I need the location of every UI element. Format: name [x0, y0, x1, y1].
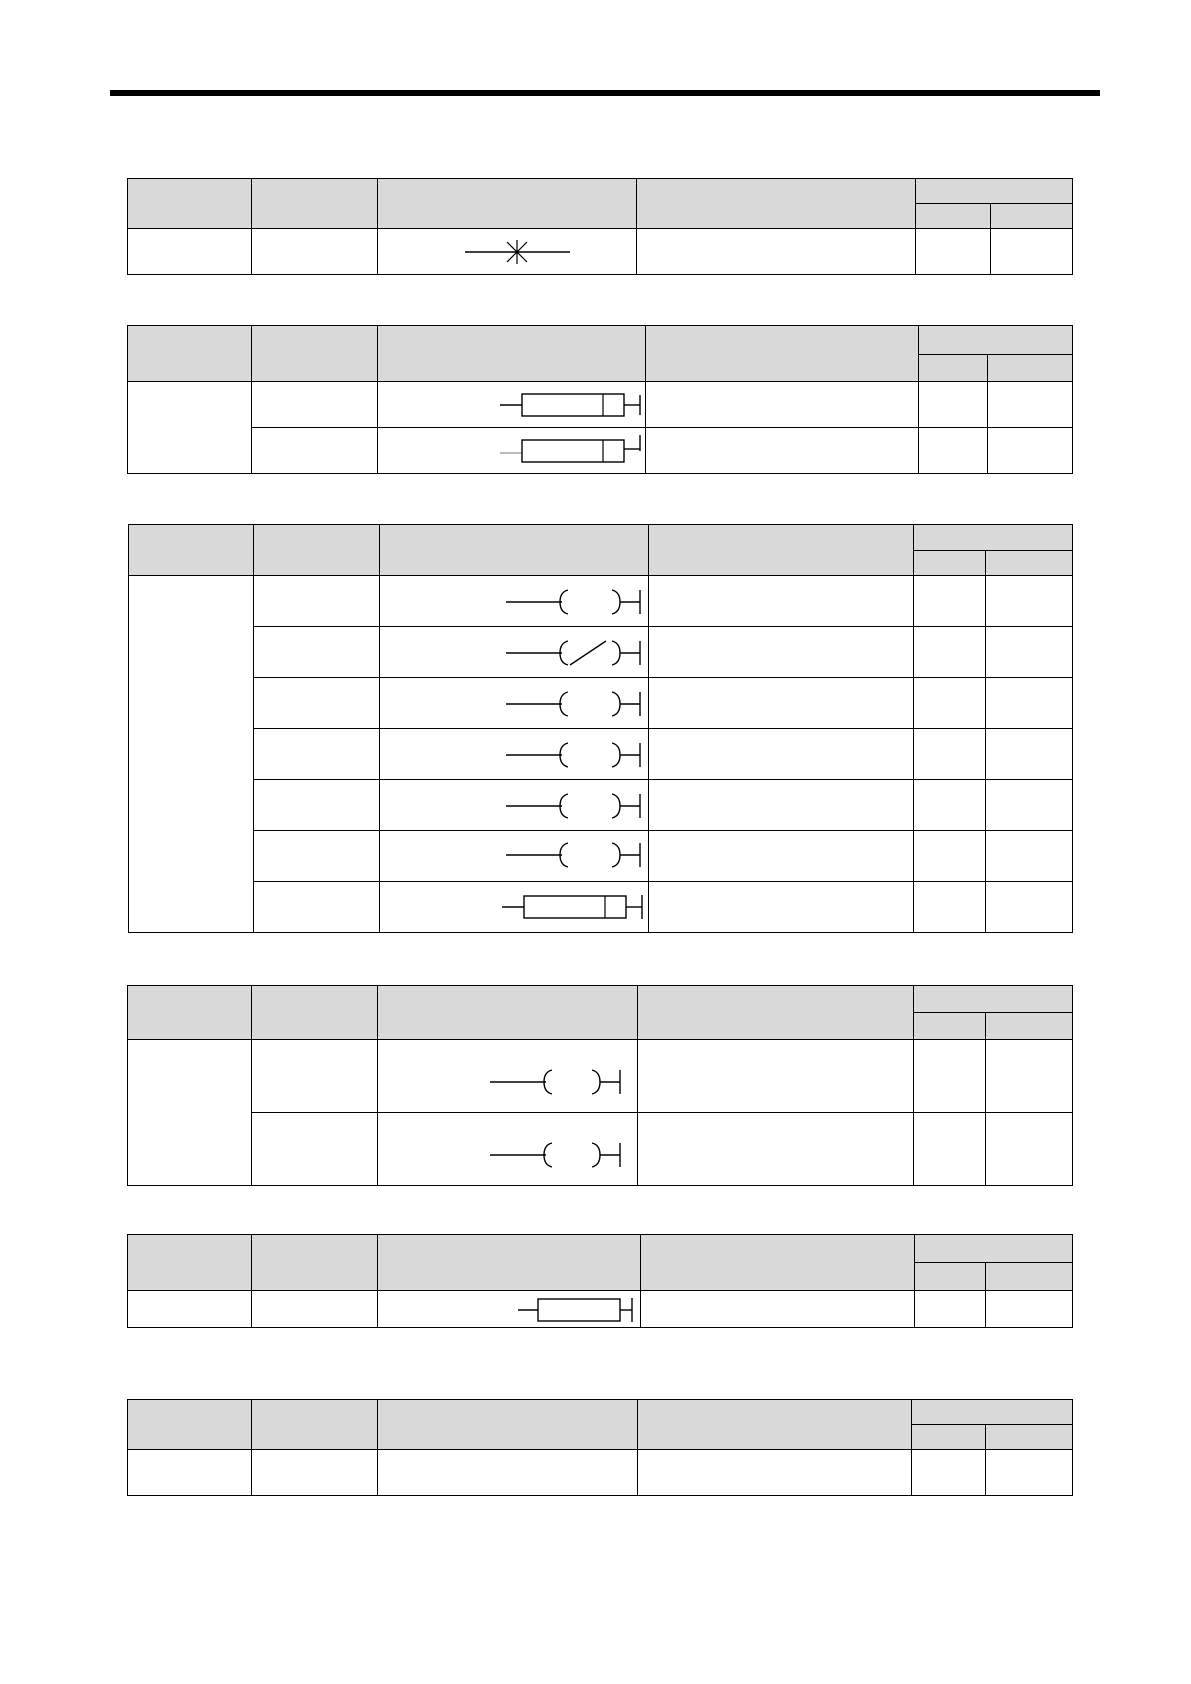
- value-cell: [986, 678, 1073, 729]
- name-cell: [254, 882, 380, 933]
- table-row: [129, 882, 1073, 933]
- header-cell: [252, 179, 378, 229]
- name-cell: [254, 627, 380, 678]
- symbol-cell: [378, 1450, 638, 1496]
- table-row: [129, 729, 1073, 780]
- name-cell: [254, 780, 380, 831]
- subheader-cell: [986, 551, 1073, 576]
- value-cell: [919, 382, 988, 428]
- value-cell: [914, 678, 986, 729]
- subheader-cell: [991, 204, 1073, 229]
- subheader-cell: [916, 204, 991, 229]
- symbol-cell: [380, 831, 649, 882]
- header-cell: [378, 179, 637, 229]
- description-cell: [646, 382, 919, 428]
- coil-icon: [506, 792, 646, 820]
- subheader-cell: [914, 551, 986, 576]
- value-cell: [988, 382, 1073, 428]
- value-cell: [916, 229, 991, 275]
- group-cell: [128, 1450, 252, 1496]
- value-cell: [914, 627, 986, 678]
- table-row: [128, 382, 1073, 428]
- description-cell: [649, 678, 914, 729]
- coil-icon: [490, 1141, 630, 1169]
- top-rule: [110, 90, 1100, 96]
- table-row: [129, 678, 1073, 729]
- value-cell: [915, 1291, 986, 1328]
- header-cell: [914, 525, 1073, 551]
- table-row: [128, 1291, 1073, 1328]
- symbol-cell: [378, 229, 637, 275]
- header-cell: [129, 525, 254, 576]
- header-cell: [128, 179, 252, 229]
- header-cell: [254, 525, 380, 576]
- symbol-cell: [378, 1291, 641, 1328]
- description-cell: [649, 627, 914, 678]
- value-cell: [914, 780, 986, 831]
- value-cell: [914, 729, 986, 780]
- description-cell: [637, 229, 916, 275]
- description-cell: [641, 1291, 915, 1328]
- coil-icon: [506, 841, 646, 869]
- header-cell: [128, 1235, 252, 1291]
- header-cell: [378, 326, 646, 382]
- instruction-table-2: [127, 325, 1073, 474]
- table-row: [128, 1113, 1073, 1186]
- coil-icon: [506, 588, 646, 616]
- value-cell: [991, 229, 1073, 275]
- subheader-cell: [988, 355, 1073, 382]
- value-cell: [986, 1291, 1073, 1328]
- header-cell: [380, 525, 649, 576]
- name-cell: [252, 1040, 378, 1113]
- value-cell: [986, 627, 1073, 678]
- symbol-cell: [378, 382, 646, 428]
- header-cell: [128, 326, 252, 382]
- function-block-icon: [518, 1296, 638, 1324]
- value-cell: [986, 729, 1073, 780]
- negated-coil-icon: [506, 639, 646, 667]
- name-cell: [252, 229, 378, 275]
- value-cell: [914, 882, 986, 933]
- group-cell: [128, 1040, 252, 1186]
- header-cell: [252, 1235, 378, 1291]
- value-cell: [914, 1113, 986, 1186]
- description-cell: [638, 1040, 914, 1113]
- symbol-cell: [380, 729, 649, 780]
- symbol-cell: [380, 780, 649, 831]
- name-cell: [252, 1113, 378, 1186]
- header-cell: [641, 1235, 915, 1291]
- header-cell: [378, 1400, 638, 1450]
- header-cell: [914, 986, 1073, 1013]
- symbol-cell: [378, 1113, 638, 1186]
- instruction-table-5: [127, 1234, 1073, 1328]
- coil-icon: [506, 741, 646, 769]
- header-cell: [252, 326, 378, 382]
- description-cell: [646, 428, 919, 474]
- name-cell: [254, 576, 380, 627]
- function-block-icon: [502, 894, 648, 920]
- description-cell: [649, 729, 914, 780]
- contact-inverted-icon: [465, 239, 575, 265]
- instruction-table-6: [127, 1399, 1073, 1496]
- symbol-cell: [378, 1040, 638, 1113]
- subheader-cell: [986, 1013, 1073, 1040]
- header-cell: [649, 525, 914, 576]
- value-cell: [986, 1113, 1073, 1186]
- description-cell: [649, 831, 914, 882]
- header-cell: [252, 1400, 378, 1450]
- header-cell: [912, 1400, 1073, 1425]
- value-cell: [986, 1450, 1073, 1496]
- description-cell: [638, 1113, 914, 1186]
- name-cell: [252, 1291, 378, 1328]
- group-cell: [128, 229, 252, 275]
- subheader-cell: [919, 355, 988, 382]
- name-cell: [254, 831, 380, 882]
- symbol-cell: [380, 882, 649, 933]
- value-cell: [986, 1040, 1073, 1113]
- coil-icon: [490, 1068, 630, 1096]
- table-row: [129, 780, 1073, 831]
- value-cell: [988, 428, 1073, 474]
- header-cell: [378, 1235, 641, 1291]
- subheader-cell: [915, 1263, 986, 1291]
- name-cell: [252, 382, 378, 428]
- header-cell: [128, 986, 252, 1040]
- symbol-cell: [380, 576, 649, 627]
- description-cell: [649, 576, 914, 627]
- header-cell: [638, 1400, 912, 1450]
- table-row: [128, 1040, 1073, 1113]
- value-cell: [986, 576, 1073, 627]
- value-cell: [914, 831, 986, 882]
- function-block-icon: [500, 435, 646, 463]
- header-cell: [252, 986, 378, 1040]
- value-cell: [986, 780, 1073, 831]
- instruction-table-3: [128, 524, 1073, 933]
- group-cell: [128, 1291, 252, 1328]
- header-cell: [637, 179, 916, 229]
- name-cell: [254, 729, 380, 780]
- value-cell: [912, 1450, 986, 1496]
- function-block-icon: [500, 392, 646, 418]
- subheader-cell: [914, 1013, 986, 1040]
- subheader-cell: [986, 1425, 1073, 1450]
- instruction-table-4: [127, 985, 1073, 1186]
- header-cell: [638, 986, 914, 1040]
- name-cell: [252, 428, 378, 474]
- value-cell: [914, 576, 986, 627]
- value-cell: [986, 831, 1073, 882]
- subheader-cell: [986, 1263, 1073, 1291]
- table-row: [128, 428, 1073, 474]
- group-cell: [129, 576, 254, 933]
- symbol-cell: [380, 627, 649, 678]
- symbol-cell: [380, 678, 649, 729]
- header-cell: [916, 179, 1073, 204]
- description-cell: [649, 780, 914, 831]
- header-cell: [378, 986, 638, 1040]
- table-row: [129, 576, 1073, 627]
- header-cell: [646, 326, 919, 382]
- header-cell: [128, 1400, 252, 1450]
- name-cell: [254, 678, 380, 729]
- subheader-cell: [912, 1425, 986, 1450]
- coil-icon: [506, 690, 646, 718]
- instruction-table-1: [127, 178, 1073, 275]
- header-cell: [915, 1235, 1073, 1263]
- description-cell: [638, 1450, 912, 1496]
- name-cell: [252, 1450, 378, 1496]
- table-row: [129, 831, 1073, 882]
- symbol-cell: [378, 428, 646, 474]
- value-cell: [919, 428, 988, 474]
- value-cell: [986, 882, 1073, 933]
- table-row: [128, 1450, 1073, 1496]
- group-cell: [128, 382, 252, 474]
- description-cell: [649, 882, 914, 933]
- table-row: [128, 229, 1073, 275]
- header-cell: [919, 326, 1073, 355]
- table-row: [129, 627, 1073, 678]
- value-cell: [914, 1040, 986, 1113]
